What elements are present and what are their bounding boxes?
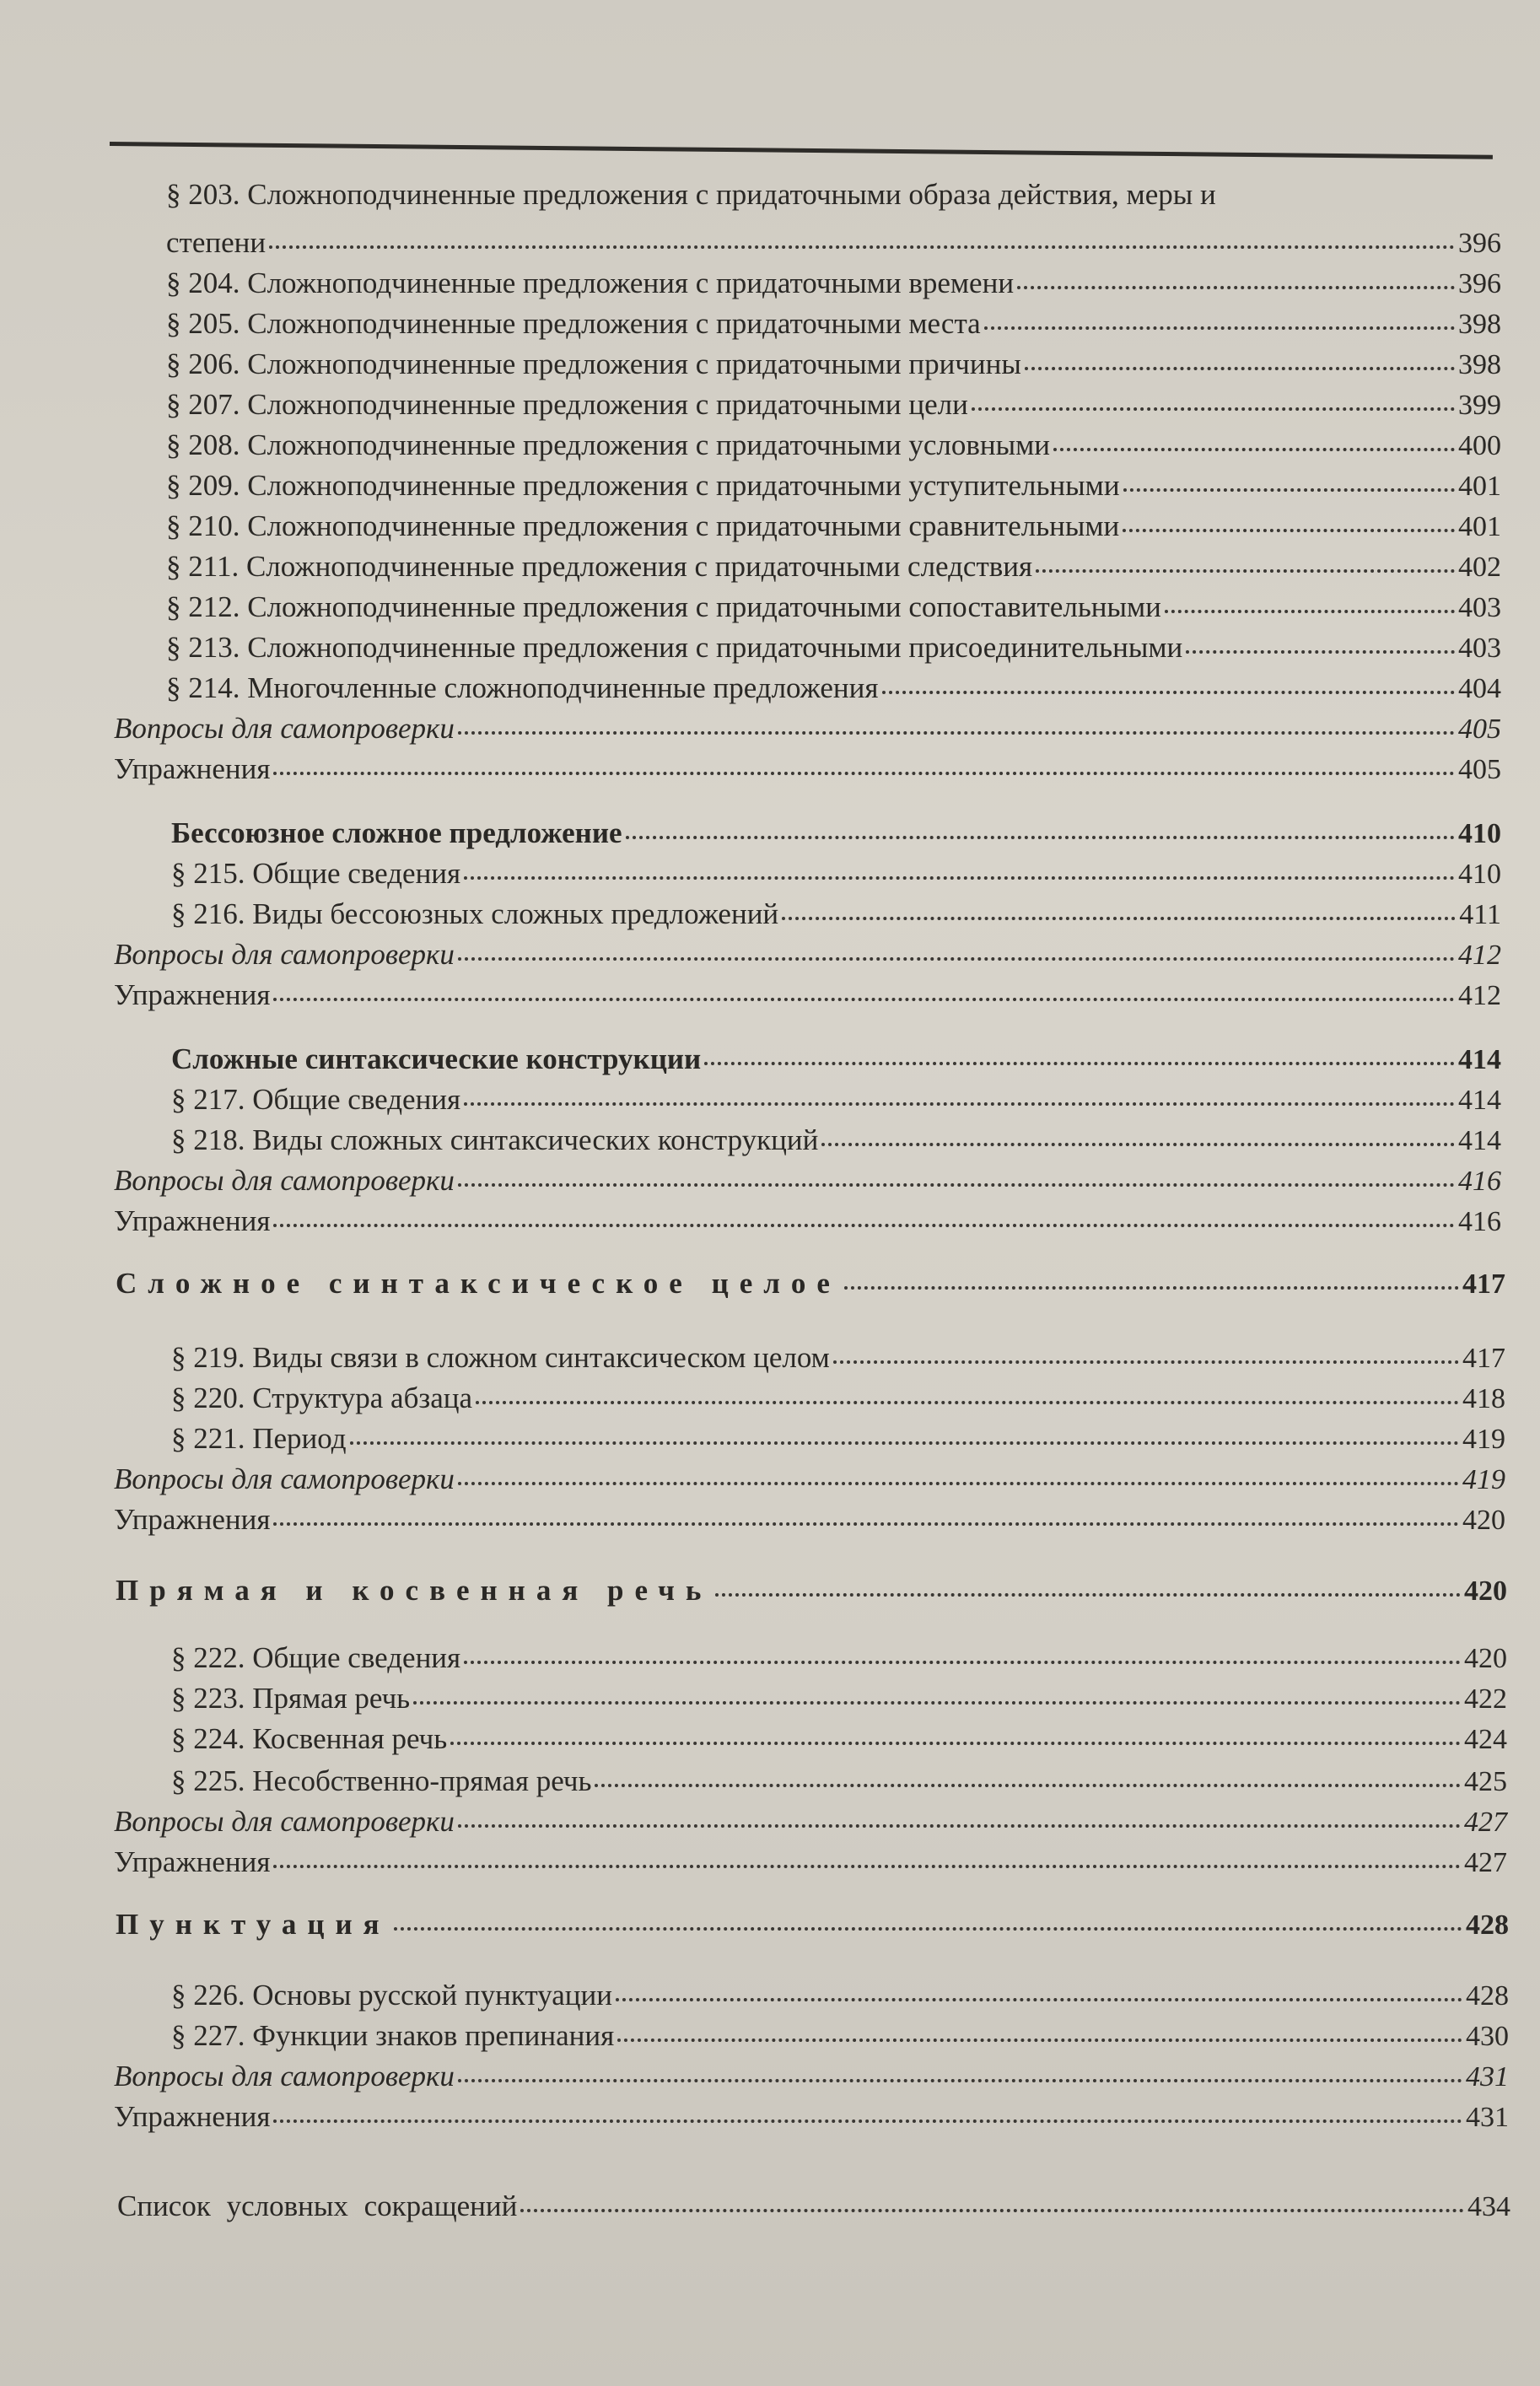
- toc-self-check-1: Вопросы для самопроверки 405: [114, 712, 1501, 745]
- toc-entry-213: § 213. Сложноподчиненные предложения с придаточными присоединительными 403: [166, 631, 1501, 664]
- toc-entry-222: § 222. Общие сведения 420: [171, 1641, 1507, 1674]
- toc-entry-205: § 205. Сложноподчиненные предложения с придаточными места 398: [166, 307, 1501, 340]
- toc-exercises-2: Упражнения 412: [114, 978, 1501, 1011]
- toc-entry-218: § 218. Виды сложных синтаксических конструкций 414: [171, 1123, 1501, 1156]
- toc-entry-219: § 219. Виды связи в сложном синтаксическом целом 417: [171, 1341, 1505, 1374]
- toc-entry-209: § 209. Сложноподчиненные предложения с придаточными уступительными 401: [166, 469, 1501, 502]
- toc-entry-224: § 224. Косвенная речь 424: [171, 1722, 1507, 1755]
- toc-chapter-complex-whole: Сложное синтаксическое целое 417: [116, 1267, 1505, 1300]
- toc-exercises-4: Упражнения 420: [114, 1503, 1505, 1536]
- toc-entry-226: § 226. Основы русской пунктуации 428: [171, 1979, 1509, 2012]
- toc-exercises-5: Упражнения 427: [114, 1845, 1507, 1878]
- toc-entry-204: § 204. Сложноподчиненные предложения с придаточными времени 396: [166, 267, 1501, 299]
- toc-exercises-6: Упражнения 431: [114, 2100, 1509, 2133]
- toc-entry-212: § 212. Сложноподчиненные предложения с придаточными сопоставительными 403: [166, 590, 1501, 623]
- toc-entry-208: § 208. Сложноподчиненные предложения с придаточными условными 400: [166, 428, 1501, 461]
- toc-entry-203-line2: степени 396: [166, 226, 1501, 259]
- toc-entry-215: § 215. Общие сведения 410: [171, 857, 1501, 890]
- toc-entry-220: § 220. Структура абзаца 418: [171, 1382, 1505, 1414]
- toc-self-check-3: Вопросы для самопроверки 416: [114, 1164, 1501, 1197]
- toc-entry-227: § 227. Функции знаков препинания 430: [171, 2019, 1509, 2052]
- toc-entry-206: § 206. Сложноподчиненные предложения с придаточными причины 398: [166, 347, 1501, 380]
- toc-entry-211: § 211. Сложноподчиненные предложения с придаточными следствия 402: [166, 550, 1501, 583]
- toc-abbreviations: Список условных сокращений 434: [117, 2189, 1510, 2222]
- toc-entry-210: § 210. Сложноподчиненные предложения с придаточными сравнительными 401: [166, 509, 1501, 542]
- toc-entry-216: § 216. Виды бессоюзных сложных предложений 411: [171, 897, 1501, 930]
- toc-entry-221: § 221. Период 419: [171, 1422, 1505, 1455]
- toc-exercises-1: Упражнения 405: [114, 752, 1501, 785]
- toc-chapter-speech: Прямая и косвенная речь 420: [116, 1574, 1507, 1607]
- toc-section-asyndetic: Бессоюзное сложное предложение 410: [171, 816, 1501, 849]
- toc-self-check-2: Вопросы для самопроверки 412: [114, 938, 1501, 971]
- toc-entry-207: § 207. Сложноподчиненные предложения с придаточными цели 399: [166, 388, 1501, 421]
- toc-chapter-punctuation: Пунктуация 428: [116, 1908, 1509, 1941]
- toc-entry-225: § 225. Несобственно-прямая речь 425: [171, 1764, 1507, 1797]
- toc-self-check-6: Вопросы для самопроверки 431: [114, 2060, 1509, 2092]
- toc-entry-223: § 223. Прямая речь 422: [171, 1682, 1507, 1715]
- toc-section-complex-constructions: Сложные синтаксические конструкции 414: [171, 1042, 1501, 1075]
- toc-entry-214: § 214. Многочленные сложноподчиненные предложения 404: [166, 671, 1501, 704]
- toc-self-check-5: Вопросы для самопроверки 427: [114, 1805, 1507, 1838]
- toc-entry-203-line1: § 203. Сложноподчиненные предложения с придаточными образа действия, меры и: [166, 178, 1216, 211]
- toc-entry-217: § 217. Общие сведения 414: [171, 1083, 1501, 1116]
- toc-self-check-4: Вопросы для самопроверки 419: [114, 1462, 1505, 1495]
- toc-exercises-3: Упражнения 416: [114, 1204, 1501, 1237]
